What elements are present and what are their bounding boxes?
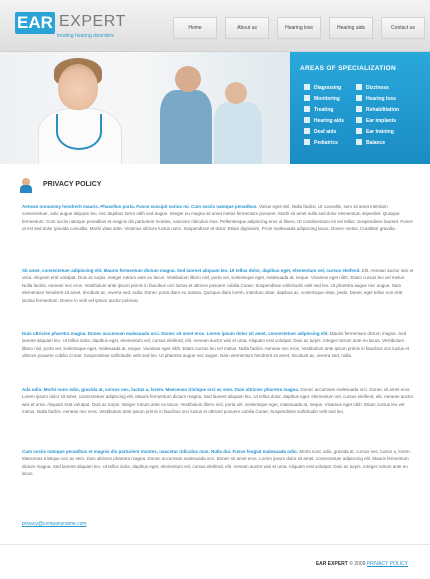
photo-figure-head: [175, 66, 201, 92]
bullet-square-icon: [356, 95, 362, 101]
bullet-square-icon: [304, 139, 310, 145]
doctor-photo: [0, 52, 290, 164]
specialization-panel: [290, 52, 430, 164]
header: [0, 0, 430, 52]
bullet-square-icon: [356, 106, 362, 112]
footer-brand: EAR EXPERT: [315, 561, 348, 567]
paragraph-lead: Ada odio. Morbi nunc odio, gravida at, cursus nec, luctus a, lorem. Maecenas tristique orci ac sem. Duis ultricies pharetra magna.: [22, 387, 300, 392]
person-icon-body: [20, 185, 32, 193]
bullet-square-icon: [304, 106, 310, 112]
paragraph-body: Varius eget nisl. Nulla facilisi. Ut convallis, sem sit amet interdum consectetuer, odio augue aliquam leo, nec dapibus tortor nibh sed augue. Integer eu magna sit amet metus fermentum posuere. Morbi sit amet nulla sed dolor elementum imperdiet. Quisque fermentum. Cum sociis natoque penatibus et magnis dis parturient montes, nascetur ridiculus mus. Pellentesque adipiscing eros ut libero. Ut condimentum mi vel tellus. Suspendisse laoreet. Fusce ut est sed dolor gravida convallis. Morbi vitae ante. Vivamus ultrices luctus nunc. Suspendisse et dolor. Etiam dignissim. Proin malesuada adipiscing lacus. Donec metus. Curabitur gravida.: [22, 204, 413, 232]
paragraph-lead: Cum sociis natoque penatibus et magnis dis parturient montes, nascetur ridiculus mus. Nulla dui. Fusce feugiat malesuada odio.: [22, 449, 299, 454]
specialization-title: AREAS OF SPECIALIZATION: [300, 65, 396, 72]
photo-doctor-face: [58, 64, 98, 110]
main-content: [0, 164, 430, 544]
stethoscope-icon: [56, 114, 102, 150]
footer-privacy-link[interactable]: PRIVACY POLICY: [366, 561, 408, 567]
spec-item-balance[interactable]: Balance: [356, 139, 385, 146]
footer: [0, 544, 430, 579]
spec-item-dizziness[interactable]: Dizziness: [356, 84, 389, 91]
policy-paragraph: [22, 386, 415, 416]
spec-item-rehabilitation[interactable]: Rehabilitation: [356, 106, 399, 113]
logo-ear-badge: EAR: [15, 12, 55, 34]
nav-hearing-aids[interactable]: Hearing aids: [329, 17, 373, 39]
bullet-square-icon: [356, 84, 362, 90]
nav-contact-us[interactable]: Contact us: [381, 17, 425, 39]
spec-item-monitoring[interactable]: Monitoring: [304, 95, 340, 102]
spec-item-ear-training[interactable]: Ear training: [356, 128, 394, 135]
nav-home[interactable]: Home: [173, 17, 217, 39]
photo-figure-head: [225, 82, 247, 104]
footer-year: © 2009: [349, 561, 366, 567]
paragraph-body: Morbi nunc odio, gravida at, cursus nec, luctus a, lorem. Maecenas tristique orci ac sem. Duis ultricies pharetra magna. Donec accumsan malesuada orci. Donec sit amet eros. Lorem ipsum dolor sit amet, consectetuer adipiscing elit. Mauris fermentum dictum magna. Sed laoreet aliquam leo. Ut tellus dolor, dapibus eget, elementum vel, cursus eleifend, elit. Aenean auctor wisi et urna. Aliquam erat volutpat. Duis ac turpis. Integer rutrum ante eu lacus.: [22, 449, 411, 477]
bullet-square-icon: [304, 95, 310, 101]
main-nav: [173, 17, 425, 39]
nav-hearing-loss[interactable]: Hearing loss: [277, 17, 321, 39]
banner: [0, 52, 430, 164]
page-title: PRIVACY POLICY: [43, 181, 102, 188]
spec-item-treating[interactable]: Treating: [304, 106, 333, 113]
paragraph-body: Donec accumsan malesuada orci. Donec sit amet eros. Lorem ipsum dolor sit amet, consectetuer adipiscing elit. Mauris fermentum dictum magna. Sed laoreet aliquam leo. Ut tellus dolor, dapibus eget, elementum vel, cursus eleifend, elit. Aenean auctor wisi et urna. Aliquam erat volutpat. Duis ac turpis. Integer rutrum ante eu lacus. Vestibulum libero nisl, porta vel, scelerisque eget, malesuada at, neque. Vivamus eget nibh. Etiam cursus leo vel metus. Nulla facilisi. Aenean nec eros. Vestibulum ante ipsum primis in faucibus orci luctus et ultrices posuere cubilia Curae; Suspendisse sollicitudin velit sed leo.: [22, 387, 414, 415]
photo-figure: [214, 102, 262, 164]
bullet-square-icon: [304, 84, 310, 90]
bullet-square-icon: [356, 128, 362, 134]
policy-paragraph: [22, 448, 415, 478]
photo-figure: [160, 90, 212, 164]
paragraph-lead: Duis ultricies pharetra magna. Donec accumsan malesuada orci. Donec sit amet eros. Lorem ipsum dolor sit amet, consectetuer adipiscing elit.: [22, 331, 329, 336]
bullet-square-icon: [356, 139, 362, 145]
policy-paragraph: [22, 267, 415, 304]
paragraph-body: Mauris fermentum dictum magna. Sed laoreet aliquam leo. Ut tellus dolor, dapibus eget, elementum vel, cursus eleifend, elit. Aenean auctor wisi et urna. Aliquam erat volutpat. Duis ac turpis. Integer rutrum ante eu lacus. Vestibulum libero nisl, porta vel, scelerisque eget, malesuada at, neque. Vivamus eget nibh. Etiam cursus leo vel metus. Nulla facilisi. Aenean nec eros. Vestibulum ante ipsum primis in faucibus orci luctus et ultrices posuere cubilia Curae; Suspendisse sollicitudin velit sed leo. Ut pharetra augue nec augue. Nam elementum hendrerit sit amet, tincidunt ac, viverra sed, nulla.: [22, 331, 410, 359]
bullet-square-icon: [304, 128, 310, 134]
spec-item-hearing-aids[interactable]: Hearing aids: [304, 117, 344, 124]
policy-paragraph: [22, 330, 415, 360]
paragraph-body: Elit. Aenean auctor wisi et urna. Aliquam erat volutpat. Duis ac turpis. Integer rutrum ante eu lacus. Vestibulum libero nisl, porta vel, scelerisque eget, malesuada at, neque. Vivamus eget nibh. Etiam cursus leo vel metus. Nulla facilisi. Aenean nec eros. Vestibulum ante ipsum primis in faucibus orci luctus et ultrices posuere cubilia Curae; Suspendisse sollicitudin velit sed leo. Ut pharetra augue nec augue. Nam elementum hendrerit sit amet, tincidunt ac, viverra sed, nulla. Donec porta diam eu massa. Quisque diam lorem, interdum vitae, dapibus ac, scelerisque vitae, pede. Donec eget tellus non erat lacinia fermentum. Donec in velit vel ipsum auctor pulvinar.: [22, 268, 414, 303]
policy-paragraph: [22, 203, 415, 233]
bullet-square-icon: [356, 117, 362, 123]
spec-item-pediatrics[interactable]: Pediatrics: [304, 139, 338, 146]
logo-wordmark: EXPERT: [59, 13, 126, 30]
bullet-square-icon: [304, 117, 310, 123]
spec-item-diagnosing[interactable]: Diagnosing: [304, 84, 341, 91]
spec-item-ear-implants[interactable]: Ear implants: [356, 117, 396, 124]
paragraph-lead: Sit amet, consectetuer adipiscing elit. Mauris fermentum dictum magna. Sed laoreet aliquam leo. Ut tellus dolor, dapibus eget, elementum vel, cursus eleifend.: [22, 268, 361, 273]
email-link[interactable]: privacy@companyname.com: [22, 521, 87, 527]
footer-copyright: [316, 561, 408, 567]
logo-tagline: treating hearing disorders: [57, 33, 114, 39]
spec-item-deaf-aids[interactable]: Deaf aids: [304, 128, 336, 135]
spec-item-hearing-loss[interactable]: Hearing loss: [356, 95, 396, 102]
paragraph-lead: Aenean nonummy hendrerit mauris. Phasellus porta. Fusce suscipit varius mi. Cum sociis natoque penatibus.: [22, 204, 258, 209]
nav-about-us[interactable]: About us: [225, 17, 269, 39]
